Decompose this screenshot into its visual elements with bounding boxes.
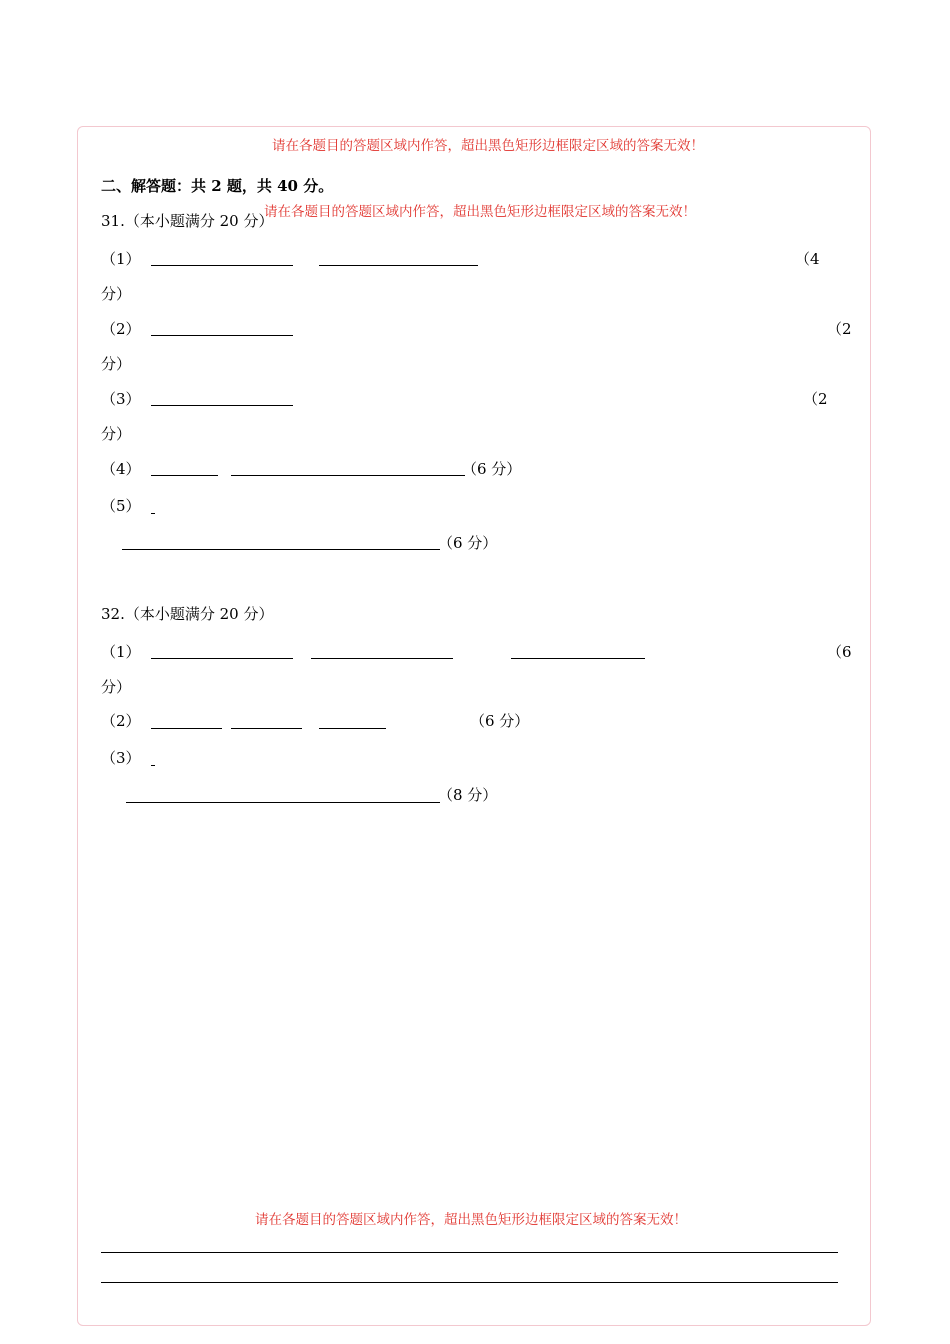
q32-heading: 32.（本小题满分 20 分）: [101, 605, 274, 623]
section-title: 二、解答题：共 2 题，共 40 分。: [101, 177, 334, 195]
q32-p1-blank-3[interactable]: [511, 658, 645, 659]
q32-p1-blank-1[interactable]: [151, 658, 293, 659]
q32-p3-score: （8 分）: [438, 786, 498, 804]
q31-p2-blank-1[interactable]: [151, 335, 293, 336]
q31-p4-label: （4）: [101, 460, 141, 478]
q32-p2-score: （6 分）: [470, 712, 530, 730]
q32-p3-blank-1[interactable]: [126, 802, 440, 803]
q32-p2-blank-3[interactable]: [319, 728, 386, 729]
q32-p2-blank-1[interactable]: [151, 728, 222, 729]
q31-heading: 31.（本小题满分 20 分）: [101, 212, 274, 230]
answer-line-1[interactable]: [101, 1252, 838, 1253]
q32-p1-blank-2[interactable]: [311, 658, 453, 659]
q32-p1-score: （6: [827, 643, 852, 661]
notice-overlap: 请在各题目的答题区域内作答，超出黑色矩形边框限定区域的答案无效！: [264, 204, 696, 220]
notice-top: 请在各题目的答题区域内作答，超出黑色矩形边框限定区域的答案无效！: [272, 138, 704, 154]
q31-p3-score: （2: [803, 390, 828, 408]
q32-p2-label: （2）: [101, 712, 141, 730]
q31-p3-score-unit: 分）: [101, 425, 132, 443]
q31-p1-blank-1[interactable]: [151, 265, 293, 266]
q32-p2-blank-2[interactable]: [231, 728, 302, 729]
q31-p1-blank-2[interactable]: [319, 265, 478, 266]
q31-p3-blank-1[interactable]: [151, 405, 293, 406]
q31-p3-label: （3）: [101, 390, 141, 408]
q31-p4-score: （6 分）: [462, 460, 522, 478]
q31-p5-score: （6 分）: [438, 534, 498, 552]
q31-p2-score-unit: 分）: [101, 355, 132, 373]
q31-p2-label: （2）: [101, 320, 141, 338]
q32-p1-score-unit: 分）: [101, 678, 132, 696]
q31-p2-score: （2: [827, 320, 852, 338]
q32-p3-mark: [151, 765, 155, 766]
q31-p1-score-unit: 分）: [101, 285, 132, 303]
answer-line-2[interactable]: [101, 1282, 838, 1283]
q31-p5-label: （5）: [101, 497, 141, 515]
q31-p5-mark: [151, 513, 155, 514]
q31-p1-score: （4: [795, 250, 820, 268]
notice-bottom: 请在各题目的答题区域内作答，超出黑色矩形边框限定区域的答案无效！: [255, 1212, 687, 1228]
q32-p1-label: （1）: [101, 643, 141, 661]
q31-p1-label: （1）: [101, 250, 141, 268]
q31-p5-blank-1[interactable]: [122, 549, 440, 550]
q31-p4-blank-1[interactable]: [151, 475, 218, 476]
q31-p4-blank-2[interactable]: [231, 475, 465, 476]
q32-p3-label: （3）: [101, 749, 141, 767]
